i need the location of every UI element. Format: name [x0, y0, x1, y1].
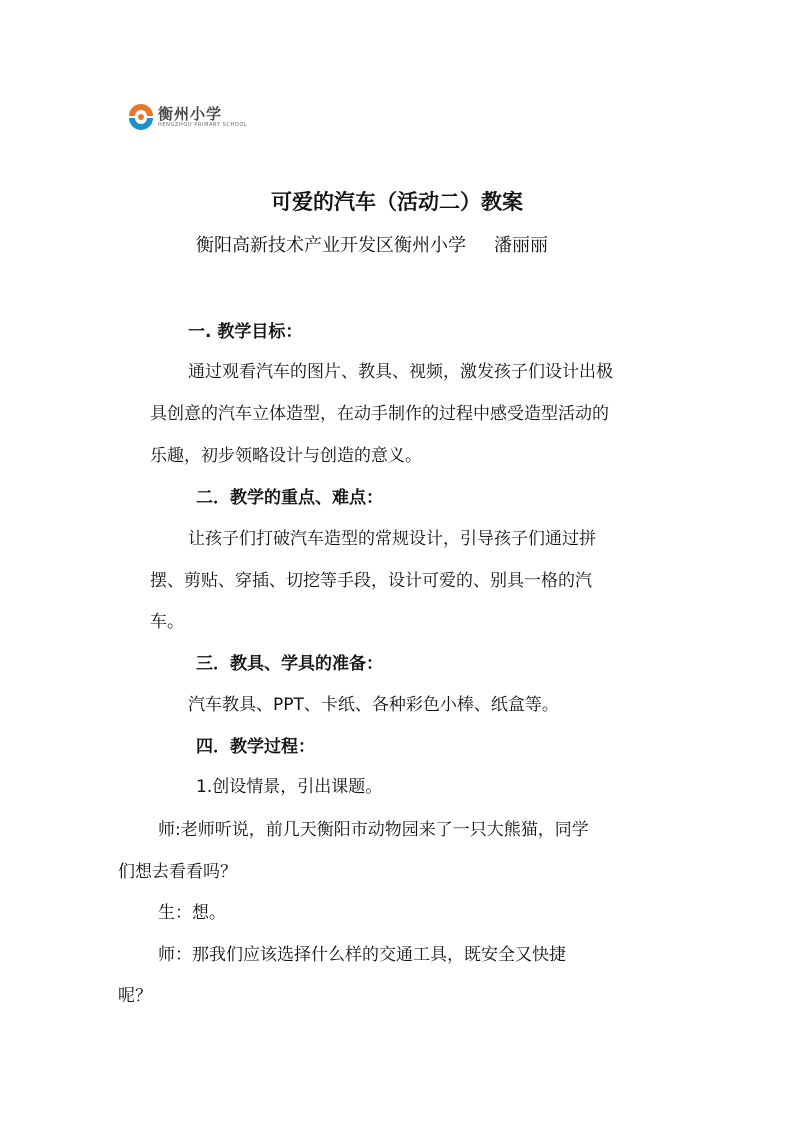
section-1-heading: 一. 教学目标：	[188, 322, 303, 342]
section-2-paragraph-line: 车。	[150, 612, 184, 632]
section-4-heading: 四．教学过程：	[196, 737, 315, 757]
dialogue-line: 生：想。	[158, 903, 226, 923]
dialogue-line: 师：那我们应该选择什么样的交通工具，既安全又快捷	[158, 945, 566, 965]
dialogue-line: 们想去看看吗？	[118, 862, 237, 882]
section-2-paragraph-line: 摆、剪贴、穿插、切挖等手段，设计可爱的、别具一格的汽	[150, 571, 592, 591]
logo-english-text: HENGZHOU PRIMARY SCHOOL	[158, 122, 248, 128]
logo-chinese-text: 衡州小学	[158, 105, 223, 123]
author-name: 潘丽丽	[494, 235, 548, 256]
author-line	[196, 231, 548, 257]
section-1-paragraph-line: 乐趣，初步领略设计与创造的意义。	[150, 446, 422, 466]
section-3-paragraph-line: 汽车教具、PPT、卡纸、各种彩色小棒、纸盒等。	[188, 695, 559, 715]
document-title: 可爱的汽车（活动二）教案	[271, 190, 523, 214]
section-1-paragraph-line: 通过观看汽车的图片、教具、视频，激发孩子们设计出极	[188, 362, 613, 382]
author-school: 衡阳高新技术产业开发区衡州小学	[196, 235, 466, 256]
dialogue-line: 师:老师听说，前几天衡阳市动物园来了一只大熊猫，同学	[158, 820, 589, 840]
section-4-step-1: 1.创设情景，引出课题。	[196, 777, 383, 797]
section-2-heading: 二．教学的重点、难点：	[196, 488, 383, 508]
section-3-heading: 三．教具、学具的准备：	[196, 654, 383, 674]
logo-emblem-icon	[126, 101, 156, 131]
school-logo	[126, 101, 248, 131]
dialogue-line: 呢？	[118, 986, 152, 1006]
section-2-paragraph-line: 让孩子们打破汽车造型的常规设计，引导孩子们通过拼	[188, 529, 596, 549]
section-1-paragraph-line: 具创意的汽车立体造型，在动手制作的过程中感受造型活动的	[150, 404, 609, 424]
